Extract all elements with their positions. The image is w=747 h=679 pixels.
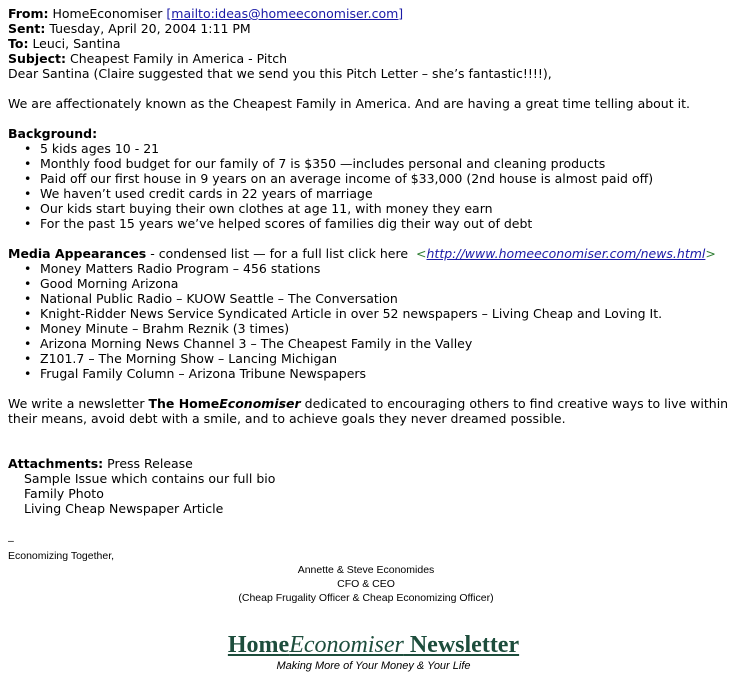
list-item: • Paid off our first house in 9 years on an average income of $33,000 (2nd house is almost paid off) xyxy=(40,171,740,186)
subject-value: Cheapest Family in America - Pitch xyxy=(69,51,288,66)
attachments-row xyxy=(8,456,740,471)
signature-titles: CFO & CEO xyxy=(337,578,395,590)
background-list xyxy=(8,141,740,231)
attachment-item: Family Photo xyxy=(24,486,104,501)
newsletter-logo: HomeEconomiser Newsletter xyxy=(227,632,520,658)
list-item: • Knight-Ridder News Service Syndicated Article in over 52 newspapers – Living Cheap and Loving It. xyxy=(40,306,740,321)
attachment-item: Press Release xyxy=(103,456,193,471)
attachment-item: Sample Issue which contains our full bio xyxy=(24,471,276,486)
media-heading: Media Appearances xyxy=(8,246,147,261)
background-section xyxy=(8,126,740,231)
list-item: • Arizona Morning News Channel 3 – The Cheapest Family in the Valley xyxy=(40,336,740,351)
signature-names: Annette & Steve Economides xyxy=(297,564,435,576)
from-label: From: xyxy=(8,6,49,21)
attachment-item: Living Cheap Newspaper Article xyxy=(24,501,224,516)
background-heading: Background: xyxy=(8,126,98,141)
greeting: Dear Santina (Claire suggested that we send you this Pitch Letter – she’s fantastic!!!!), xyxy=(8,66,552,81)
list-item: • Z101.7 – The Morning Show – Lancing Michigan xyxy=(40,351,740,366)
email-header xyxy=(8,6,740,66)
signature-roles: (Cheap Frugality Officer & Cheap Economizing Officer) xyxy=(238,592,494,604)
list-item: • Monthly food budget for our family of 7 is $350 —includes personal and cleaning products xyxy=(40,156,740,171)
newsletter-pre: We write a newsletter xyxy=(8,396,149,411)
to-value: Leuci, Santina xyxy=(32,36,121,51)
media-heading-row: Media Appearances - condensed list — for a full list click here <http://www.homeeconomiser.com/news.html> xyxy=(8,246,716,261)
closing-line: Economizing Together, xyxy=(8,550,115,562)
closing-dash: – xyxy=(8,535,14,547)
list-item: • We haven’t used credit cards in 22 years of marriage xyxy=(40,186,740,201)
list-item: • For the past 15 years we’ve helped scores of families dig their way out of debt xyxy=(40,216,740,231)
sent-row xyxy=(8,21,740,36)
list-item: • Money Minute – Brahm Reznik (3 times) xyxy=(40,321,740,336)
newsletter-name-a: The Home xyxy=(148,396,220,411)
list-item: • Frugal Family Column – Arizona Tribune Newspapers xyxy=(40,366,740,381)
newsletter-paragraph xyxy=(8,396,740,426)
attachments-label: Attachments: xyxy=(8,456,104,471)
media-list xyxy=(8,261,740,381)
from-row xyxy=(8,6,740,21)
from-name: HomeEconomiser xyxy=(52,6,163,21)
from-mailto-link[interactable]: [mailto:ideas@homeeconomiser.com] xyxy=(166,6,404,21)
subject-row xyxy=(8,51,740,66)
newsletter-post: dedicated to encouraging others to find creative ways to live within their means, avoid debt with a smile, and to achieve goals they never dreamed possible. xyxy=(8,396,729,426)
sent-value: Tuesday, April 20, 2004 1:11 PM xyxy=(49,21,251,36)
email-message xyxy=(8,6,740,516)
to-row xyxy=(8,36,740,51)
list-item: • 5 kids ages 10 - 21 xyxy=(40,141,740,156)
sent-label: Sent: xyxy=(8,21,46,36)
subject-label: Subject: xyxy=(8,51,66,66)
media-note: - condensed list — for a full list click here xyxy=(146,246,417,261)
media-full-list-link[interactable]: http://www.homeeconomiser.com/news.html xyxy=(426,246,706,261)
newsletter-tagline: Making More of Your Money & Your Life xyxy=(276,660,471,672)
intro-paragraph: We are affectionately known as the Cheapest Family in America. And are having a great time telling about it. xyxy=(8,96,690,111)
newsletter-name-b: Economiser xyxy=(219,396,301,411)
to-label: To: xyxy=(8,36,29,51)
media-section xyxy=(8,246,740,381)
attachments-section xyxy=(8,456,740,516)
list-item: • National Public Radio – KUOW Seattle – The Conversation xyxy=(40,291,740,306)
list-item: • Good Morning Arizona xyxy=(40,276,740,291)
list-item: • Money Matters Radio Program – 456 stations xyxy=(40,261,740,276)
list-item: • Our kids start buying their own clothes at age 11, with money they earn xyxy=(40,201,740,216)
